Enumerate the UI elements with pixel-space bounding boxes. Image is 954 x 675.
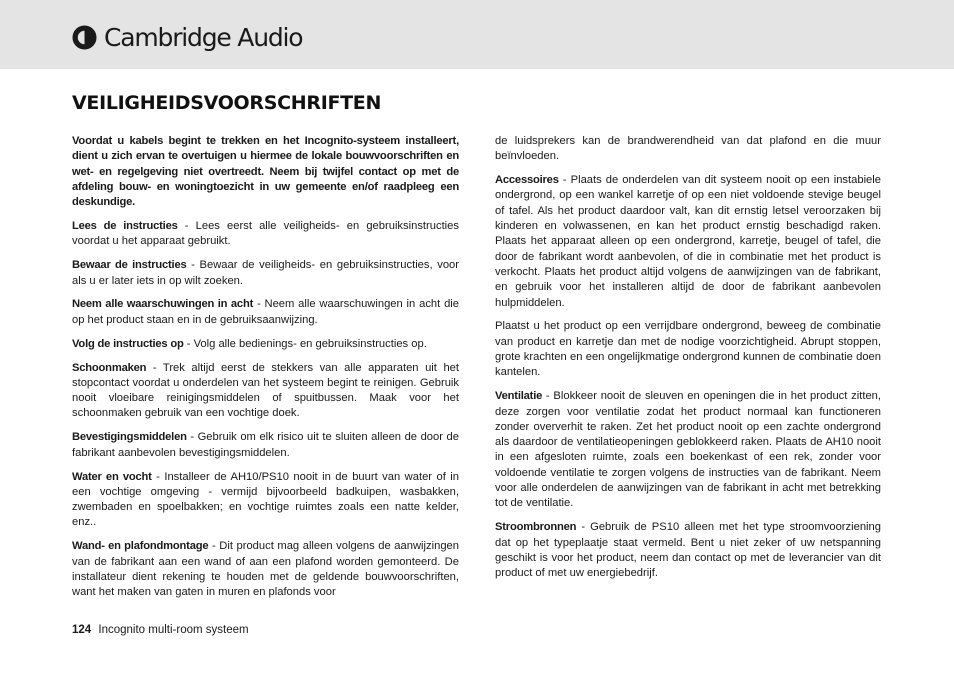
- safety-term: Volg de instructies op: [72, 337, 184, 350]
- safety-term: Bewaar de instructies: [72, 259, 187, 272]
- safety-term: Stroombronnen: [495, 521, 577, 534]
- safety-paragraph: [72, 430, 459, 461]
- footer-label: Incognito multi-room systeem: [98, 624, 249, 636]
- safety-term: Bevestigingsmiddelen: [72, 431, 187, 444]
- safety-paragraph: [72, 297, 459, 328]
- right-column: [495, 134, 881, 590]
- page-footer: [72, 624, 249, 636]
- safety-text: - Neem alle waarschuwingen in acht die op het product staan en in de gebruiksaanwijzing.: [72, 298, 459, 326]
- page-title: VEILIGHEIDSVOORSCHRIFTEN: [72, 92, 382, 114]
- safety-text: - Blokkeer nooit de sleuven en openingen die in het product zitten, deze zorgen voor ventilatie zodat het product normaal kan functioneren zonder oververhit te raken. Zet het product nooit op een zachte ondergrond als daardoor de ventilatieopeningen geblokkeerd raken. Plaats de AH10 nooit in een afgesloten ruimte, zoals een boekenkast of een rek, zonder voor voldoende ventilatie te zorgen volgens de instructies van de fabrikant. Neem voor alle onderdelen de aanwijzingen van de fabrikant in acht met betrekking tot de ventilatie.: [495, 390, 881, 510]
- left-items: [72, 219, 459, 600]
- safety-text: - Trek altijd eerst de stekkers van alle apparaten uit het stopcontact voordat u onderdelen van het systeem begint te reinigen. Gebruik nooit vloeibare reinigingsmiddelen of spuitbussen. Maak voor het schoonmaken gebruik van een vochtige doek.: [72, 361, 459, 420]
- right-items: [495, 173, 881, 581]
- safety-text: - Dit product mag alleen volgens de aanwijzingen van de fabrikant aan een wand of aan een plafond worden gemonteerd. De installateur dient rekening te houden met de geldende bouwvoorschriften, want het maken van gaten in muren en plafonds voor: [72, 540, 459, 599]
- safety-paragraph: [72, 361, 459, 422]
- safety-term: Accessoires: [495, 174, 559, 187]
- safety-text: - Volg alle bedienings- en gebruiksinstructies op.: [183, 337, 427, 350]
- brand-logo: [72, 20, 302, 54]
- page-number: 124: [72, 624, 92, 636]
- safety-paragraph: [72, 258, 459, 289]
- cambridge-audio-logo-icon: [72, 25, 97, 50]
- safety-text: - Bewaar de veiligheids- en gebruiksinstructies, voor als u er later iets in op wilt zoeken.: [72, 259, 459, 287]
- safety-paragraph: [72, 337, 459, 352]
- brand-name: Cambridge Audio: [104, 22, 303, 52]
- safety-term: Wand- en plafondmontage: [72, 540, 209, 553]
- safety-paragraph: [495, 319, 881, 380]
- safety-paragraph: [495, 520, 881, 581]
- safety-text: - Plaats de onderdelen van dit systeem nooit op een instabiele ondergrond, op een wankel karretje of op een niet voldoende stevige beugel of tafel. Als het product daardoor valt, kan dit ernstig letsel veroorzaken bij kinderen en volwassenen, en kan het product ernstig beschadigd raken. Plaats het apparaat alleen op een ondergrond, karretje, beugel of tafel, die door de fabrikant wordt aanbevolen, of die in combinatie met het product is verkocht. Plaats het product altijd volgens de aanwijzingen van de fabrikant, en gebruik voor het installeren altijd de door de fabrikant aanbevolen hulpmiddelen.: [495, 174, 881, 309]
- safety-text: Plaatst u het product op een verrijdbare ondergrond, beweeg de combinatie van product en karretje dan met de nodige voorzichtigheid. Abrupt stoppen, grote krachten en een ongelijkmatige ondergrond kunnen de combinatie doen kantelen.: [495, 320, 881, 379]
- safety-term: Neem alle waarschuwingen in acht: [72, 298, 254, 311]
- safety-term: Lees de instructies: [72, 220, 178, 233]
- left-column: [72, 134, 459, 609]
- safety-paragraph: [495, 173, 881, 311]
- safety-paragraph: [72, 470, 459, 531]
- continuation-paragraph: de luidsprekers kan de brandwerendheid van dat plafond en die muur beïnvloeden.: [495, 135, 881, 163]
- page-header: [0, 0, 954, 69]
- intro-paragraph: Voordat u kabels begint te trekken en het Incognito-systeem installeert, dient u zich ervan te overtuigen u hiermee de lokale bouwvoorschriften en wet- en regelgeving niet overtreedt. Neem bij twijfel contact op met de afdeling bouw- en woningtoezicht in uw gemeente en/of raadpleeg een deskundige.: [72, 135, 459, 209]
- safety-term: Schoonmaken: [72, 361, 147, 374]
- safety-paragraph: [72, 539, 459, 600]
- safety-text: - Gebruik om elk risico uit te sluiten alleen de door de fabrikant aanbevolen bevestigingsmiddelen.: [72, 431, 459, 459]
- safety-text: - Installeer de AH10/PS10 nooit in de buurt van water of in een vochtige omgeving - vermijd bijvoorbeeld badkuipen, wasbakken, zwembaden en spoelbakken; en vochtige ruimtes zoals een natte kelder, enz..: [72, 470, 459, 529]
- safety-term: Water en vocht: [72, 470, 152, 483]
- safety-text: - Lees eerst alle veiligheids- en gebruiksinstructies voordat u het apparaat gebruikt.: [72, 220, 459, 248]
- safety-paragraph: [495, 389, 881, 511]
- safety-paragraph: [72, 219, 459, 250]
- safety-term: Ventilatie: [495, 390, 543, 403]
- safety-text: - Gebruik de PS10 alleen met het type stroomvoorziening dat op het typeplaatje staat vermeld. Bent u niet zeker of uw netspanning geschikt is voor het product, neem dan contact op met de leverancier van dit product of met uw energiebedrijf.: [495, 521, 881, 580]
